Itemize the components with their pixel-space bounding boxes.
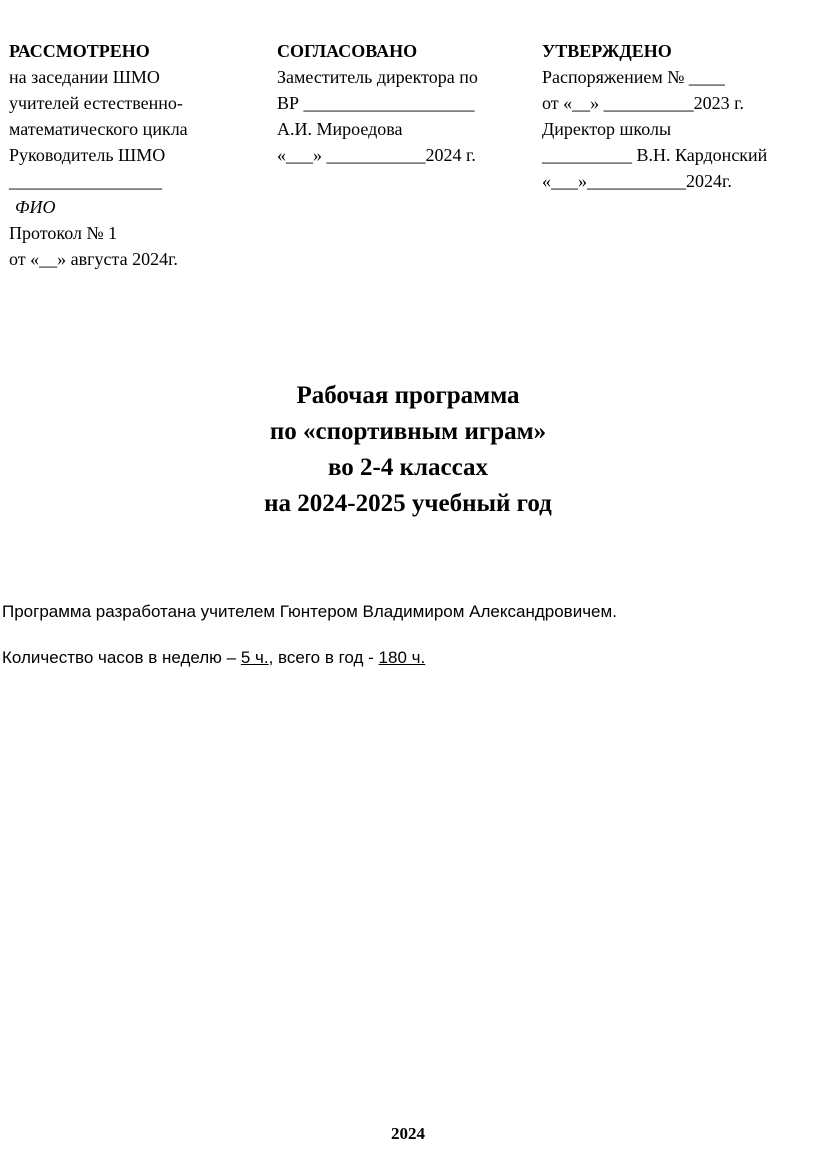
approval-agreed-block bbox=[277, 38, 537, 168]
agreed-heading: СОГЛАСОВАНО bbox=[277, 41, 418, 61]
title-line: по «спортивным играм» bbox=[269, 418, 547, 445]
reviewed-line: Руководитель ШМО bbox=[9, 145, 166, 165]
approved-line: __________ В.Н. Кардонский bbox=[542, 145, 768, 165]
approved-line: Директор школы bbox=[542, 119, 672, 139]
approved-heading: УТВЕРЖДЕНО bbox=[542, 41, 672, 61]
reviewed-line: учителей естественно- bbox=[9, 93, 183, 113]
agreed-line: ВР ___________________ bbox=[277, 93, 475, 113]
agreed-line: Заместитель директора по bbox=[277, 67, 478, 87]
agreed-date: «___» ___________2024 г. bbox=[277, 145, 476, 165]
author-statement: Программа разработана учителем Гюнтером Владимиром Александровичем. bbox=[2, 602, 617, 621]
title-line: Рабочая программа bbox=[296, 382, 520, 409]
title-line: на 2024-2025 учебный год bbox=[264, 490, 552, 517]
reviewed-date: от «__» августа 2024г. bbox=[9, 249, 178, 269]
reviewed-line: математического цикла bbox=[9, 119, 188, 139]
reviewed-line: на заседании ШМО bbox=[9, 67, 160, 87]
hours-prefix: Количество часов в неделю – bbox=[2, 648, 241, 667]
title-line: во 2-4 классах bbox=[327, 454, 489, 481]
document-title bbox=[0, 378, 816, 522]
approved-line: Распоряжением № ____ bbox=[542, 67, 725, 87]
hours-per-year: 180 ч. bbox=[378, 648, 426, 667]
approval-approved-block bbox=[542, 38, 812, 194]
approval-reviewed-block bbox=[9, 38, 259, 272]
reviewed-signature-line: _________________ bbox=[9, 171, 162, 191]
approved-line: от «__» __________2023 г. bbox=[542, 93, 744, 113]
hours-per-week: 5 ч. bbox=[240, 648, 269, 667]
hours-statement bbox=[2, 648, 425, 668]
footer-year: 2024 bbox=[391, 1124, 425, 1143]
approved-date: «___»___________2024г. bbox=[542, 171, 732, 191]
hours-middle: , всего в год - bbox=[268, 648, 379, 667]
reviewed-fio-label: ФИО bbox=[15, 197, 56, 217]
agreed-line: А.И. Мироедова bbox=[277, 119, 403, 139]
reviewed-heading: РАССМОТРЕНО bbox=[9, 41, 150, 61]
reviewed-protocol: Протокол № 1 bbox=[9, 223, 118, 243]
